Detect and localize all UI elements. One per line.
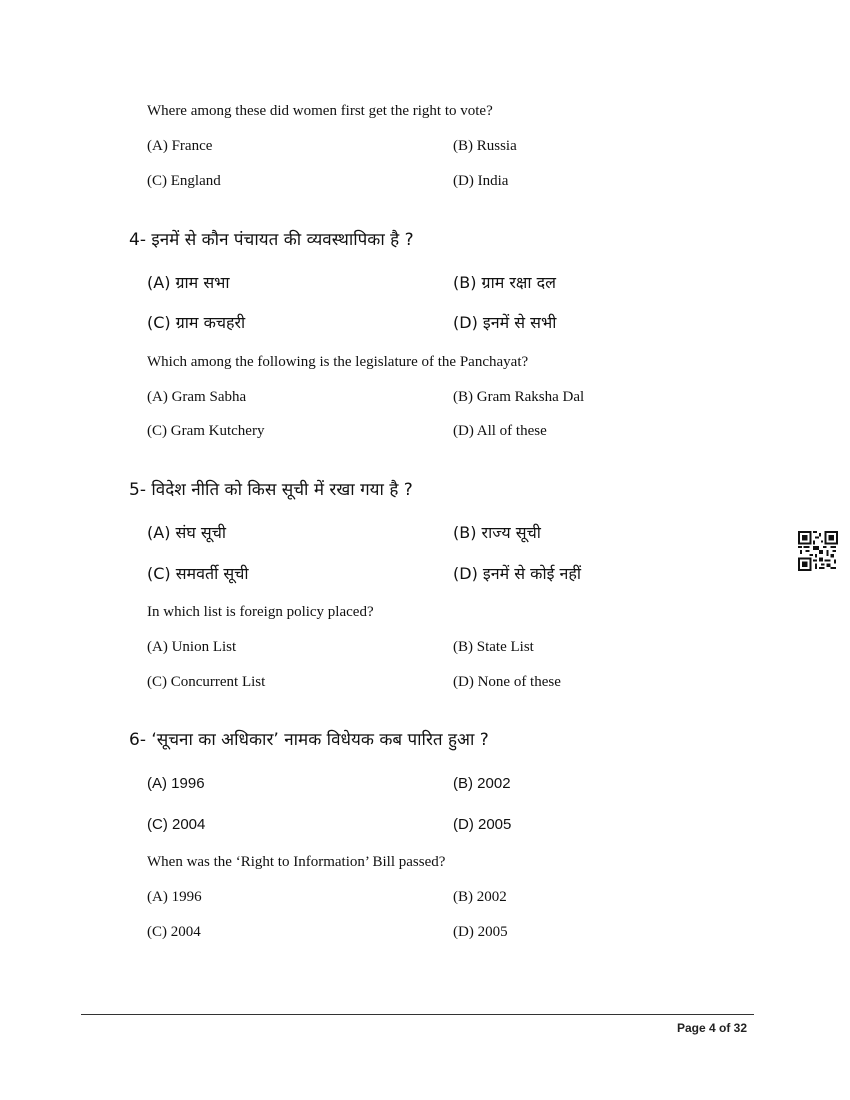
q5-hindi-option-b: (B) राज्य सूची [453, 523, 541, 542]
q3-english-option-b: (B) Russia [453, 138, 517, 154]
q5-english-option-b: (B) State List [453, 639, 534, 655]
q5-hindi-option-a: (A) संघ सूची [147, 523, 226, 542]
q4-number: 4- [129, 230, 146, 250]
q6-hindi-option-c: (C) 2004 [147, 816, 206, 833]
q6-hindi-option-a: (A) 1996 [147, 775, 205, 792]
q5-hindi-text: विदेश नीति को किस सूची में रखा गया है ? [151, 480, 413, 500]
q4-english-option-a: (A) Gram Sabha [147, 389, 247, 405]
q4-hindi-option-a: (A) ग्राम सभा [147, 273, 230, 292]
q6-english-option-b: (B) 2002 [453, 889, 507, 905]
q5-number: 5- [129, 480, 146, 500]
q6-number: 6- [129, 730, 146, 750]
q4-english-option-c: (C) Gram Kutchery [147, 423, 265, 439]
q6-english-option-d: (D) 2005 [453, 924, 508, 940]
q3-english-option-c: (C) England [147, 173, 221, 189]
q4-english-option-d: (D) All of these [453, 423, 547, 439]
q6-hindi-option-b: (B) 2002 [453, 775, 511, 792]
q4-hindi-option-d: (D) इनमें से सभी [453, 313, 557, 332]
q6-english-question: When was the ‘Right to Information’ Bill passed? [147, 854, 446, 870]
q5-english-question: In which list is foreign policy placed? [147, 604, 374, 620]
q4-english-option-b: (B) Gram Raksha Dal [453, 389, 585, 405]
q3-english-option-d: (D) India [453, 173, 509, 189]
q6-english-option-c: (C) 2004 [147, 924, 201, 940]
q4-hindi-option-b: (B) ग्राम रक्षा दल [453, 273, 556, 292]
qr-code-icon [798, 531, 838, 571]
q6-hindi-text: ‘सूचना का अधिकार’ नामक विधेयक कब पारित हुआ ? [151, 730, 489, 750]
qr-code-graphic [798, 531, 838, 571]
q4-hindi-text: इनमें से कौन पंचायत की व्यवस्थापिका है ? [151, 230, 414, 250]
q5-english-option-d: (D) None of these [453, 674, 561, 690]
q4-hindi-question [129, 232, 414, 249]
q5-hindi-option-c: (C) समवर्ती सूची [147, 564, 249, 583]
q6-hindi-question [129, 732, 489, 749]
q5-english-option-c: (C) Concurrent List [147, 674, 266, 690]
q3-english-question: Where among these did women first get the right to vote? [147, 103, 493, 119]
q3-english-option-a: (A) France [147, 138, 213, 154]
page-number: Page 4 of 32 [676, 1021, 747, 1035]
footer-divider [81, 1014, 754, 1015]
q4-english-question: Which among the following is the legislature of the Panchayat? [147, 354, 529, 370]
q5-hindi-question [129, 482, 413, 499]
q4-hindi-option-c: (C) ग्राम कचहरी [147, 313, 246, 332]
q6-english-option-a: (A) 1996 [147, 889, 202, 905]
q5-english-option-a: (A) Union List [147, 639, 237, 655]
q6-hindi-option-d: (D) 2005 [453, 816, 512, 833]
q5-hindi-option-d: (D) इनमें से कोई नहीं [453, 564, 582, 583]
